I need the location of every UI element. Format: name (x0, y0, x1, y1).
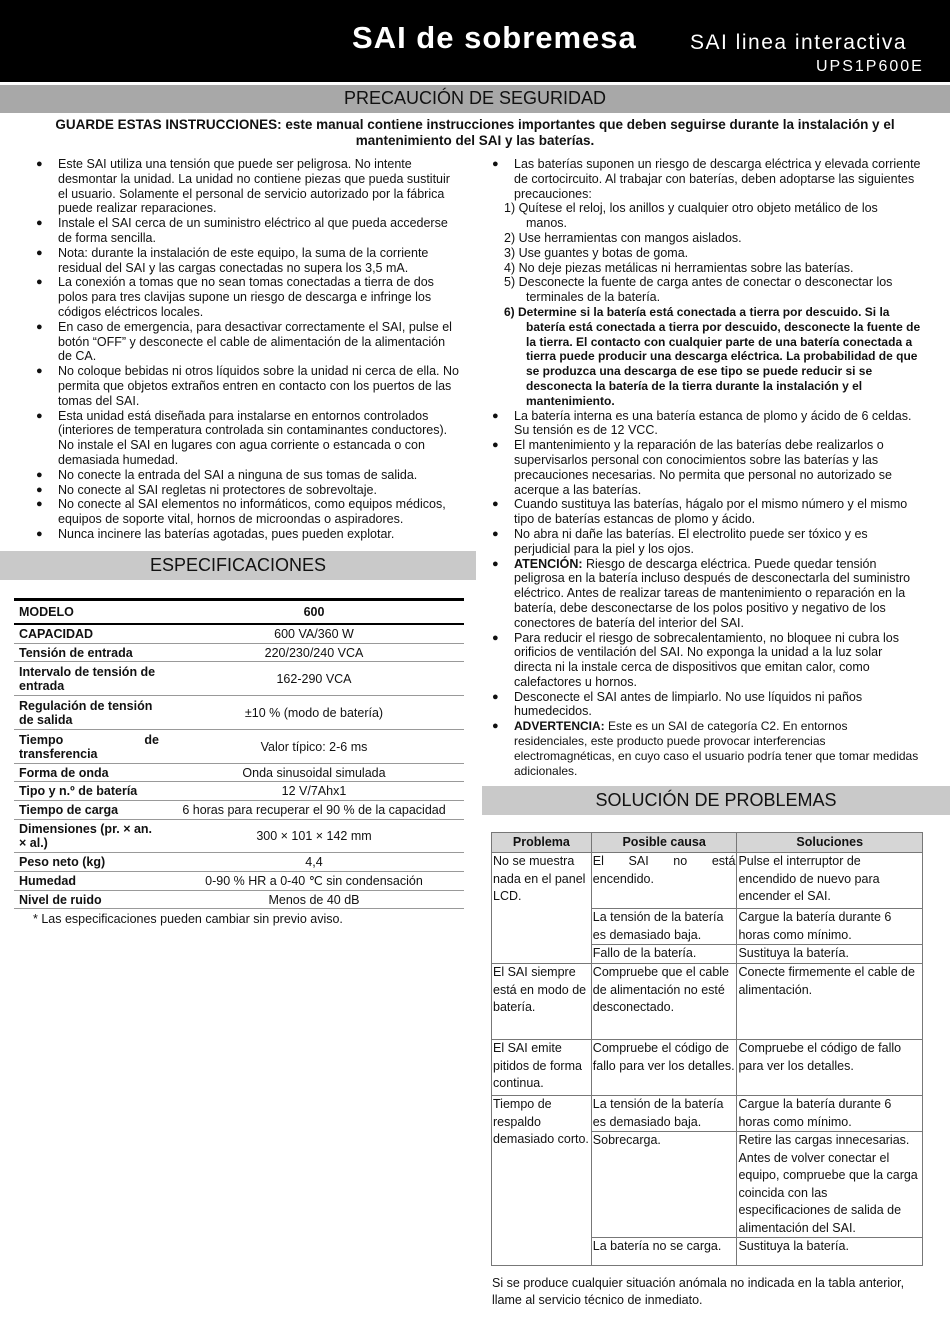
table-row (14, 624, 464, 644)
cause-cell: Compruebe que el cable de alimentación no esté desconectado. (591, 964, 737, 1040)
list-item: ● Instale el SAI cerca de un suministro eléctrico al que pueda accederse de forma sencilla. (36, 216, 461, 246)
safety-list-right (492, 157, 922, 778)
table-row (14, 820, 464, 853)
list-item: ● No conecte al SAI regletas ni protectores de sobrevoltaje. (36, 483, 461, 498)
solution-cell: Sustituya la batería. (737, 1238, 923, 1266)
solution-cell: Pulse el interruptor de encendido de nuevo para encender el SAI. (737, 853, 923, 909)
warning-item (492, 719, 922, 778)
table-row (14, 801, 464, 820)
cause-cell: Compruebe el código de fallo para ver los detalles. (591, 1040, 737, 1096)
troubleshooting-table (491, 832, 923, 1266)
cause-cell: La tensión de la batería es demasiado baja. (591, 1096, 737, 1132)
model-number: UPS1P600E (816, 58, 924, 75)
table-row (14, 696, 464, 730)
attention-label: ATENCIÓN: (514, 556, 583, 571)
list-item: ● Nunca incinere las baterías agotadas, pues pueden explotar. (36, 527, 461, 542)
problem-cell: El SAI emite pitidos de forma continua. (492, 1040, 592, 1096)
spec-value: Onda sinusoidal simulada (164, 764, 464, 782)
attention-text: Riesgo de descarga eléctrica. Puede quedar tensión peligrosa en la batería incluso después de desconectarla del suministro eléctrico. Antes de realizar tareas de mantenimiento o reparación en la batería, debe desconectarse de los polos positivo y negativo de los conectores de batería del interior del SAI. (514, 556, 911, 630)
list-item: ● No conecte al SAI elementos no informáticos, como equipos médicos, equipos de soporte vital, hornos de microondas o aspiradores. (36, 497, 461, 527)
table-row (14, 644, 464, 662)
solution-cell: Cargue la batería durante 6 horas como mínimo. (737, 1096, 923, 1132)
safety-intro: GUARDE ESTAS INSTRUCCIONES: este manual contiene instrucciones importantes que deben seguirse durante la instalación y el mantenimiento del SAI y las baterías. (55, 117, 895, 148)
table-header-row (14, 600, 464, 624)
spec-value: 600 (164, 600, 464, 624)
spec-key: Dimensiones (pr. × an. × al.) (14, 820, 164, 853)
spec-value: 0-90 % HR a 0-40 ℃ sin condensación (164, 872, 464, 891)
list-item: ● Nota: durante la instalación de este equipo, la suma de la corriente residual del SAI y las cargas conectadas no supera los 3,5 mA. (36, 246, 461, 276)
table-row (14, 782, 464, 801)
column-header: Problema (492, 833, 592, 853)
problem-cell: Tiempo de respaldo demasiado corto. (492, 1096, 592, 1266)
cause-cell: Fallo de la batería. (591, 945, 737, 964)
warning-label: ADVERTENCIA: (514, 719, 605, 734)
spec-key: CAPACIDAD (14, 624, 164, 644)
spec-value: 600 VA/360 W (164, 624, 464, 644)
attention-item (492, 557, 922, 631)
safety-list-left (36, 157, 461, 542)
list-item: ● Cuando sustituya las baterías, hágalo por el mismo número y el mismo tipo de baterías estancas de plomo y ácido. (492, 497, 922, 527)
table-row (492, 1040, 923, 1096)
list-item: ● En caso de emergencia, para desactivar correctamente el SAI, pulse el botón “OFF” y desconecte el cable de alimentación de la alimentación de CA. (36, 320, 461, 364)
numbered-item: 6) Determine si la batería está conectada a tierra por descuido. Si la batería está conectada a tierra por descuido, desconecte la fuente de la tierra. El contacto con cualquier parte de una batería conectada a tierra puede producir una descarga eléctrica. La probabilidad de que se produzca una descarga de ese tipo se puede reducir si se desconecta la batería de la tierra durante la instalación y el mantenimiento. (504, 304, 921, 408)
cause-cell: La batería no se carga. (591, 1238, 737, 1266)
spec-key: Peso neto (kg) (14, 853, 164, 872)
spec-key: Regulación de tensión de salida (14, 696, 164, 730)
solution-cell: Cargue la batería durante 6 horas como mínimo. (737, 909, 923, 945)
cause-cell: El SAI no está encendido. (591, 853, 737, 909)
table-row (14, 730, 464, 764)
list-item: ● La batería interna es una batería estanca de plomo y ácido de 6 celdas. Su tensión es de 12 VCC. (492, 409, 922, 439)
table-row (492, 1096, 923, 1132)
table-row (14, 764, 464, 782)
spec-key: Humedad (14, 872, 164, 891)
table-header-row (492, 833, 923, 853)
spec-key: Tiempo de carga (14, 801, 164, 820)
numbered-item: 1) Quítese el reloj, los anillos y cualquier otro objeto metálico de los manos. (504, 201, 878, 231)
list-item: ● Este SAI utiliza una tensión que puede ser peligrosa. No intente desmontar la unidad. La unidad no contiene piezas que pueda sustituir el usuario. Solamente el personal de servicio autorizado por la fábrica puede realizar reparaciones. (36, 157, 461, 216)
table-row (14, 891, 464, 909)
table-row (14, 853, 464, 872)
list-item: ● No coloque bebidas ni otros líquidos sobre la unidad ni cerca de ella. No permita que objetos extraños entren en contacto con los puertos de las tomas del SAI. (36, 364, 461, 408)
list-item: ● Para reducir el riesgo de sobrecalentamiento, no bloquee ni cubra los orificios de ventilación del SAI. No exponga la unidad a la luz solar directa ni la instale cerca de dispositivos que emitan calor, como calefactores u hornos. (492, 631, 922, 690)
warning-text: Este es un SAI de categoría C2. En entornos residenciales, este producto puede provocar interferencias electromagnéticas, en cuyo caso el usuario podría tener que tomar medidas adicionales. (514, 719, 919, 778)
spec-value: 300 × 101 × 142 mm (164, 820, 464, 853)
spec-value: Menos de 40 dB (164, 891, 464, 909)
safety-heading: PRECAUCIÓN DE SEGURIDAD (0, 85, 950, 113)
list-item: ● El mantenimiento y la reparación de las baterías debe realizarlos o supervisarlos personal con conocimientos sobre las baterías y las precauciones necesarias. No permita que personal no autorizado se acerque a las baterías. (492, 438, 922, 497)
cause-cell: Sobrecarga. (591, 1132, 737, 1238)
problem-cell: El SAI siempre está en modo de batería. (492, 964, 592, 1040)
solution-cell: Compruebe el código de fallo para ver los detalles. (737, 1040, 923, 1096)
spec-key: MODELO (14, 600, 164, 624)
specs-note: * Las especificaciones pueden cambiar sin previo aviso. (33, 912, 343, 926)
table-row (14, 662, 464, 696)
spec-value: 12 V/7Ahx1 (164, 782, 464, 801)
numbered-item: 2) Use herramientas con mangos aislados. (504, 230, 742, 245)
document-subtitle: SAI linea interactiva (690, 31, 908, 54)
troubleshooting-footer: Si se produce cualquier situación anómala no indicada en la tabla anterior, llame al servicio técnico de inmediato. (492, 1276, 905, 1307)
numbered-item: 5) Desconecte la fuente de carga antes de conectar o desconectar los terminales de la batería. (504, 275, 893, 305)
numbered-item: 4) No deje piezas metálicas ni herramientas sobre las baterías. (504, 260, 854, 275)
solution-cell: Conecte firmemente el cable de alimentación. (737, 964, 923, 1040)
spec-key: Nivel de ruido (14, 891, 164, 909)
spec-key: Tipo y n.º de batería (14, 782, 164, 801)
list-item: ● La conexión a tomas que no sean tomas conectadas a tierra de dos polos para tres clavijas supone un riesgo de descarga e infringe los códigos eléctricos locales. (36, 275, 461, 319)
list-item: ● Las baterías suponen un riesgo de descarga eléctrica y elevada corriente de cortocircuito. Al trabajar con baterías, deben adoptarse las siguientes precauciones: (492, 157, 922, 201)
solution-cell: Retire las cargas innecesarias. Antes de volver conectar el equipo, compruebe que la carga coincida con las especificaciones de salida de alimentación del SAI. (737, 1132, 923, 1238)
spec-key: Tiempo de transferencia (14, 730, 164, 764)
table-row (492, 853, 923, 909)
spec-value: 6 horas para recuperar el 90 % de la capacidad (164, 801, 464, 820)
spec-value: ±10 % (modo de batería) (164, 696, 464, 730)
column-header: Posible causa (591, 833, 737, 853)
spec-value: 220/230/240 VCA (164, 644, 464, 662)
table-row (492, 964, 923, 1040)
specs-heading: ESPECIFICACIONES (0, 551, 476, 580)
specs-table (14, 598, 464, 909)
spec-key: Forma de onda (14, 764, 164, 782)
list-item: ● Desconecte el SAI antes de limpiarlo. No use líquidos ni paños humedecidos. (492, 690, 922, 720)
list-item: ● Esta unidad está diseñada para instalarse en entornos controlados (interiores de temperatura controlada sin contaminantes conductores). No instale el SAI en lugares con agua corriente o estancada o con demasiada humedad. (36, 409, 461, 468)
page-header (0, 0, 950, 82)
list-item: ● No abra ni dañe las baterías. El electrolito puede ser tóxico y es perjudicial para la piel y los ojos. (492, 527, 922, 557)
spec-value: 162-290 VCA (164, 662, 464, 696)
table-row (14, 872, 464, 891)
spec-value: 4,4 (164, 853, 464, 872)
spec-key: Tensión de entrada (14, 644, 164, 662)
cause-cell: La tensión de la batería es demasiado baja. (591, 909, 737, 945)
document-title: SAI de sobremesa (352, 20, 637, 55)
column-header: Soluciones (737, 833, 923, 853)
troubleshooting-heading: SOLUCIÓN DE PROBLEMAS (482, 786, 950, 815)
solution-cell: Sustituya la batería. (737, 945, 923, 964)
spec-value: Valor típico: 2-6 ms (164, 730, 464, 764)
problem-cell: No se muestra nada en el panel LCD. (492, 853, 592, 964)
numbered-item: 3) Use guantes y botas de goma. (504, 245, 689, 260)
spec-key: Intervalo de tensión de entrada (14, 662, 164, 696)
list-item: ● No conecte la entrada del SAI a ninguna de sus tomas de salida. (36, 468, 461, 483)
